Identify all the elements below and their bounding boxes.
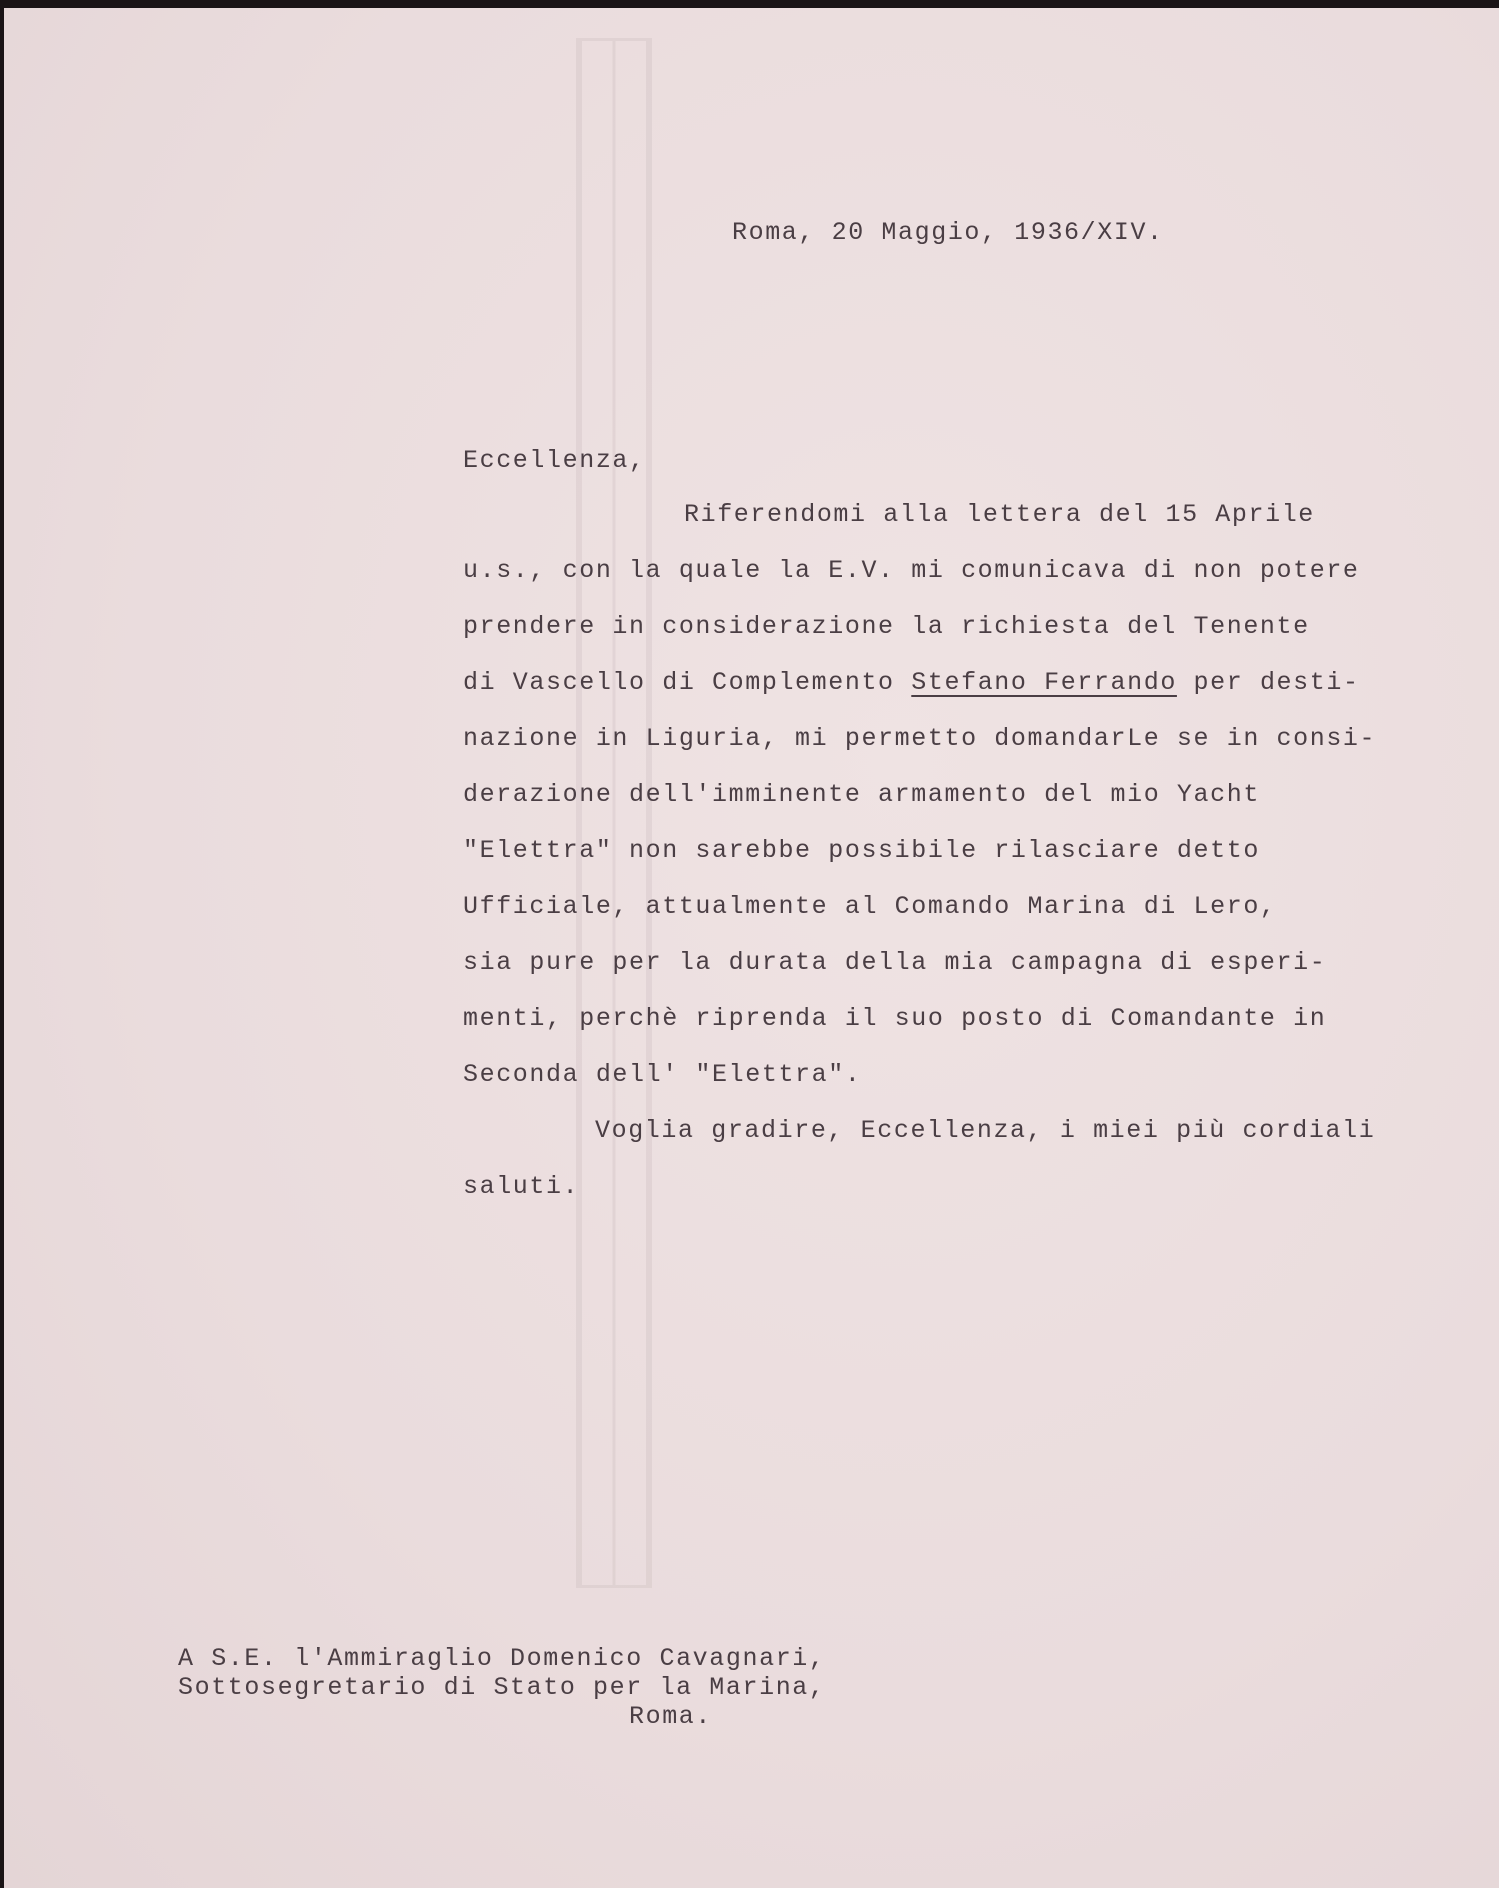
addressee-line-3: Roma. — [629, 1702, 713, 1731]
officer-name: Stefano Ferrando — [911, 668, 1177, 697]
body-line-3: prendere in considerazione la richiesta del Tenente — [463, 612, 1310, 641]
body-line-9: sia pure per la durata della mia campagna di esperi- — [463, 948, 1327, 977]
body-line-5: nazione in Liguria, mi permetto domandarLe se in consi- — [463, 724, 1377, 753]
body-line-11: Seconda dell' "Elettra". — [463, 1060, 862, 1089]
salutation: Eccellenza, — [463, 446, 646, 475]
addressee-line-2: Sottosegretario di Stato per la Marina, — [178, 1673, 826, 1702]
body-line-7: "Elettra" non sarebbe possibile rilasciare detto — [463, 836, 1260, 865]
body-line-8: Ufficiale, attualmente al Comando Marina di Lero, — [463, 892, 1277, 921]
addressee-line-1: A S.E. l'Ammiraglio Domenico Cavagnari, — [178, 1644, 826, 1673]
body-line-2: u.s., con la quale la E.V. mi comunicava di non potere — [463, 556, 1360, 585]
body-line-4-suffix: per desti- — [1193, 668, 1360, 697]
closing-line-1: Voglia gradire, Eccellenza, i miei più cordiali — [595, 1116, 1376, 1145]
body-line-10: menti, perchè riprenda il suo posto di Comandante in — [463, 1004, 1327, 1033]
letter-page — [4, 8, 1499, 1888]
closing-line-2: saluti. — [463, 1172, 580, 1201]
dateline: Roma, 20 Maggio, 1936/XIV. — [732, 218, 1164, 247]
watermark-icon — [569, 38, 659, 1588]
body-line-4-prefix: di Vascello di Complemento — [463, 668, 912, 697]
body-line-6: derazione dell'imminente armamento del mio Yacht — [463, 780, 1260, 809]
body-line-1: Riferendomi alla lettera del 15 Aprile — [684, 500, 1315, 529]
body-line-4 — [463, 670, 1360, 695]
